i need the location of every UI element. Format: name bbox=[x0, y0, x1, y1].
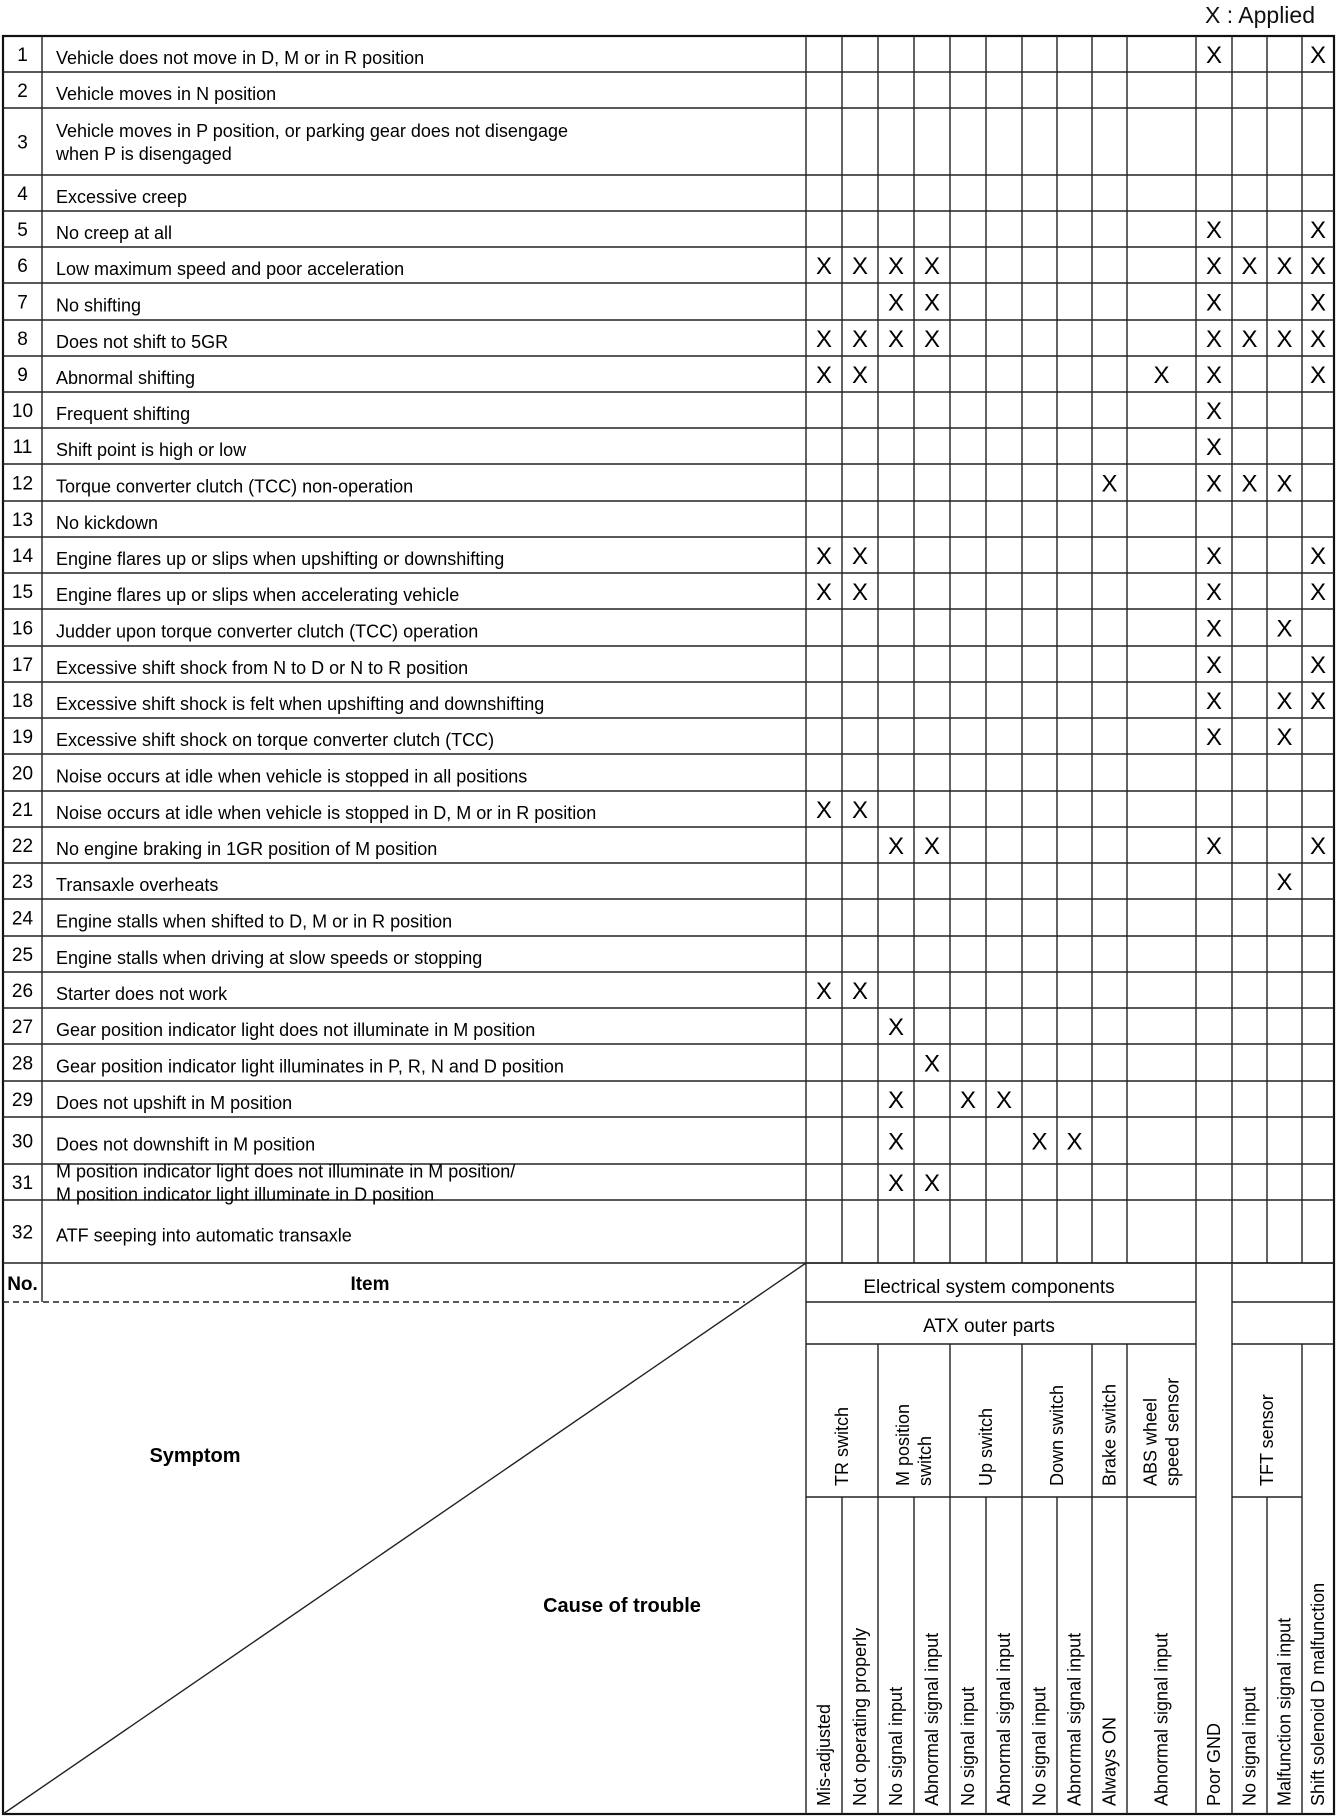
row-item: M position indicator light does not illuminate in M position/ bbox=[56, 1161, 516, 1182]
applied-mark: X bbox=[1205, 398, 1223, 425]
row-number: 5 bbox=[17, 220, 28, 241]
applied-mark: X bbox=[887, 289, 905, 317]
row-item: Abnormal shifting bbox=[56, 368, 196, 388]
applied-mark: X bbox=[815, 326, 833, 353]
applied-mark: X bbox=[923, 289, 941, 317]
applied-mark: X bbox=[1205, 833, 1223, 860]
row-item: Engine stalls when driving at slow speeds or stopping bbox=[56, 948, 483, 968]
applied-mark: X bbox=[851, 543, 869, 570]
row-item: M position indicator light illuminate in D position bbox=[56, 1184, 435, 1205]
row-item: Excessive shift shock is felt when upshifting and downshifting bbox=[56, 694, 545, 714]
applied-mark: X bbox=[887, 1087, 905, 1114]
applied-mark: X bbox=[1205, 362, 1223, 389]
applied-mark: X bbox=[887, 253, 905, 280]
applied-mark: X bbox=[1153, 362, 1170, 389]
cause-label: Shift solenoid D malfunction bbox=[1308, 1582, 1328, 1806]
row-item: Judder upon torque converter clutch (TCC) operation bbox=[56, 621, 479, 642]
applied-mark: X bbox=[959, 1087, 977, 1114]
row-item: No engine braking in 1GR position of M position bbox=[56, 839, 438, 859]
applied-mark: X bbox=[1309, 289, 1327, 317]
applied-mark: X bbox=[851, 253, 869, 280]
row-number: 7 bbox=[17, 292, 28, 314]
row-number: 26 bbox=[11, 981, 34, 1002]
applied-mark: X bbox=[1276, 253, 1293, 280]
applied-mark: X bbox=[1101, 470, 1118, 498]
row-item: Does not shift to 5GR bbox=[56, 332, 229, 352]
row-number: 19 bbox=[11, 727, 34, 748]
row-item: Noise occurs at idle when vehicle is stopped in all positions bbox=[56, 766, 528, 787]
cause-of-trouble-label: Cause of trouble bbox=[543, 1595, 701, 1617]
row-item: No creep at all bbox=[56, 223, 173, 243]
applied-mark: X bbox=[1309, 688, 1327, 715]
cause-label: Not operating properly bbox=[850, 1627, 870, 1806]
component-name: speed sensor bbox=[1162, 1377, 1183, 1486]
applied-mark: X bbox=[1205, 42, 1223, 69]
row-item: Excessive shift shock from N to D or N to R position bbox=[56, 658, 469, 678]
row-number: 16 bbox=[11, 618, 34, 640]
item-header: Item bbox=[350, 1274, 390, 1295]
applied-mark: X bbox=[887, 326, 905, 353]
cause-label: Malfunction signal input bbox=[1274, 1617, 1295, 1806]
row-number: 11 bbox=[12, 437, 33, 458]
row-number: 9 bbox=[17, 365, 28, 386]
applied-mark: X bbox=[1276, 724, 1293, 751]
applied-mark: X bbox=[815, 797, 833, 824]
applied-mark: X bbox=[887, 833, 905, 860]
row-item: No shifting bbox=[56, 295, 142, 316]
row-number: 17 bbox=[11, 655, 34, 676]
cause-label: Poor GND bbox=[1204, 1722, 1224, 1806]
applied-mark: X bbox=[1241, 326, 1258, 353]
component-name: Down switch bbox=[1047, 1384, 1067, 1486]
applied-mark: X bbox=[1205, 615, 1223, 643]
row-number: 2 bbox=[17, 81, 28, 102]
applied-mark: X bbox=[815, 978, 833, 1005]
component-name: Brake switch bbox=[1099, 1383, 1120, 1486]
applied-mark: X bbox=[995, 1087, 1013, 1114]
applied-mark: X bbox=[1205, 434, 1223, 461]
cause-label: Mis-adjusted bbox=[814, 1703, 834, 1806]
applied-mark: X bbox=[923, 1170, 941, 1197]
applied-mark: X bbox=[815, 579, 833, 606]
cause-label: Abnormal signal input bbox=[994, 1632, 1014, 1806]
applied-mark: X bbox=[1309, 362, 1327, 389]
symptom-label: Symptom bbox=[149, 1445, 241, 1467]
applied-mark: X bbox=[1205, 724, 1223, 751]
no-header: No. bbox=[7, 1274, 38, 1295]
row-number: 32 bbox=[11, 1222, 34, 1244]
row-number: 24 bbox=[11, 908, 34, 930]
row-item: Vehicle moves in P position, or parking gear does not disengage bbox=[56, 121, 568, 141]
applied-mark: X bbox=[1031, 1128, 1048, 1156]
applied-mark: X bbox=[923, 1050, 941, 1078]
row-number: 6 bbox=[17, 256, 28, 277]
row-number: 1 bbox=[17, 45, 28, 66]
applied-mark: X bbox=[1309, 253, 1327, 280]
applied-mark: X bbox=[1309, 652, 1327, 679]
row-item: Does not upshift in M position bbox=[56, 1093, 293, 1113]
row-number: 8 bbox=[17, 329, 28, 350]
row-item: Frequent shifting bbox=[56, 404, 191, 424]
row-item: Engine flares up or slips when upshifting or downshifting bbox=[56, 549, 505, 569]
applied-mark: X bbox=[887, 1128, 905, 1156]
applied-mark: X bbox=[887, 1014, 905, 1041]
row-item: No kickdown bbox=[56, 513, 159, 533]
cause-label: Abnormal signal input bbox=[1064, 1632, 1085, 1806]
row-number: 13 bbox=[11, 510, 34, 531]
group-label: Electrical system components bbox=[863, 1277, 1115, 1298]
row-number: 15 bbox=[11, 582, 34, 603]
applied-mark: X bbox=[1309, 833, 1327, 860]
applied-mark: X bbox=[1241, 470, 1258, 498]
cause-label: No signal input bbox=[886, 1686, 906, 1806]
applied-mark: X bbox=[1205, 688, 1223, 715]
applied-mark: X bbox=[1241, 253, 1258, 280]
applied-mark: X bbox=[1205, 253, 1223, 280]
row-item: Low maximum speed and poor acceleration bbox=[56, 259, 405, 279]
row-number: 27 bbox=[11, 1017, 34, 1038]
applied-mark: X bbox=[815, 362, 833, 389]
component-name: M position bbox=[893, 1403, 913, 1486]
row-number: 4 bbox=[17, 184, 28, 205]
component-name: ABS wheel bbox=[1140, 1397, 1161, 1486]
applied-mark: X bbox=[1309, 543, 1327, 570]
applied-mark: X bbox=[851, 978, 869, 1005]
applied-mark: X bbox=[1205, 543, 1223, 570]
applied-mark: X bbox=[887, 1170, 905, 1197]
applied-mark: X bbox=[1309, 579, 1327, 606]
subgroup-label: ATX outer parts bbox=[923, 1316, 1055, 1337]
applied-mark: X bbox=[1309, 326, 1327, 353]
applied-mark: X bbox=[1276, 470, 1293, 498]
row-number: 12 bbox=[11, 473, 34, 495]
grid-line bbox=[3, 1263, 806, 1814]
component-name: Up switch bbox=[976, 1407, 996, 1486]
cause-label: Abnormal signal input bbox=[922, 1632, 942, 1806]
applied-mark: X bbox=[1205, 289, 1223, 317]
applied-mark: X bbox=[1205, 579, 1223, 606]
applied-mark: X bbox=[851, 326, 869, 353]
row-item: Noise occurs at idle when vehicle is stopped in D, M or in R position bbox=[56, 803, 597, 823]
row-item: Does not downshift in M position bbox=[56, 1134, 316, 1155]
applied-mark: X bbox=[1205, 470, 1223, 498]
cause-label: No signal input bbox=[958, 1686, 978, 1806]
row-number: 21 bbox=[11, 800, 34, 821]
row-number: 3 bbox=[17, 132, 28, 154]
row-number: 31 bbox=[11, 1173, 34, 1194]
row-item: ATF seeping into automatic transaxle bbox=[56, 1225, 352, 1246]
row-number: 25 bbox=[11, 945, 34, 966]
applied-mark: X bbox=[1276, 326, 1293, 353]
row-item: when P is disengaged bbox=[56, 144, 232, 164]
component-name: TR switch bbox=[832, 1406, 852, 1486]
row-item: Starter does not work bbox=[56, 984, 228, 1004]
applied-mark: X bbox=[923, 253, 941, 280]
applied-mark: X bbox=[923, 833, 941, 860]
cause-label: No signal input bbox=[1029, 1686, 1050, 1806]
row-item: Transaxle overheats bbox=[56, 875, 219, 895]
row-number: 18 bbox=[11, 691, 34, 712]
row-item: Torque converter clutch (TCC) non-operation bbox=[56, 476, 414, 497]
applied-mark: X bbox=[1309, 42, 1327, 69]
applied-mark: X bbox=[1205, 217, 1223, 244]
row-item: Engine stalls when shifted to D, M or in R position bbox=[56, 911, 453, 932]
row-item: Vehicle does not move in D, M or in R position bbox=[56, 48, 425, 68]
row-item: Shift point is high or low bbox=[56, 440, 247, 460]
applied-mark: X bbox=[1205, 652, 1223, 679]
row-item: Excessive creep bbox=[56, 187, 188, 207]
row-number: 30 bbox=[11, 1131, 34, 1153]
component-name: switch bbox=[915, 1435, 935, 1486]
applied-mark: X bbox=[1066, 1128, 1083, 1156]
applied-mark: X bbox=[851, 579, 869, 606]
row-item: Gear position indicator light does not illuminate in M position bbox=[56, 1020, 536, 1040]
row-item: Gear position indicator light illuminates in P, R, N and D position bbox=[56, 1056, 564, 1077]
cause-label: Abnormal signal input bbox=[1151, 1632, 1172, 1806]
row-item: Excessive shift shock on torque converter clutch (TCC) bbox=[56, 730, 495, 750]
row-number: 10 bbox=[11, 401, 34, 422]
row-item: Vehicle moves in N position bbox=[56, 84, 277, 104]
row-number: 28 bbox=[11, 1053, 34, 1075]
applied-mark: X bbox=[1205, 326, 1223, 353]
row-item: Engine flares up or slips when accelerating vehicle bbox=[56, 585, 460, 605]
cause-label: Always ON bbox=[1099, 1716, 1120, 1806]
applied-mark: X bbox=[923, 326, 941, 353]
row-number: 29 bbox=[11, 1090, 34, 1111]
applied-mark: X bbox=[815, 543, 833, 570]
row-number: 14 bbox=[11, 546, 34, 567]
applied-mark: X bbox=[815, 253, 833, 280]
row-number: 20 bbox=[11, 763, 34, 785]
legend: X : Applied bbox=[1205, 2, 1315, 28]
component-name: TFT sensor bbox=[1257, 1394, 1277, 1486]
applied-mark: X bbox=[851, 362, 869, 389]
cause-label: No signal input bbox=[1239, 1686, 1260, 1806]
applied-mark: X bbox=[1276, 615, 1293, 643]
row-number: 23 bbox=[11, 872, 34, 893]
applied-mark: X bbox=[1309, 217, 1327, 244]
row-number: 22 bbox=[11, 836, 34, 857]
applied-mark: X bbox=[1276, 688, 1293, 715]
applied-mark: X bbox=[851, 797, 869, 824]
applied-mark: X bbox=[1276, 869, 1293, 896]
